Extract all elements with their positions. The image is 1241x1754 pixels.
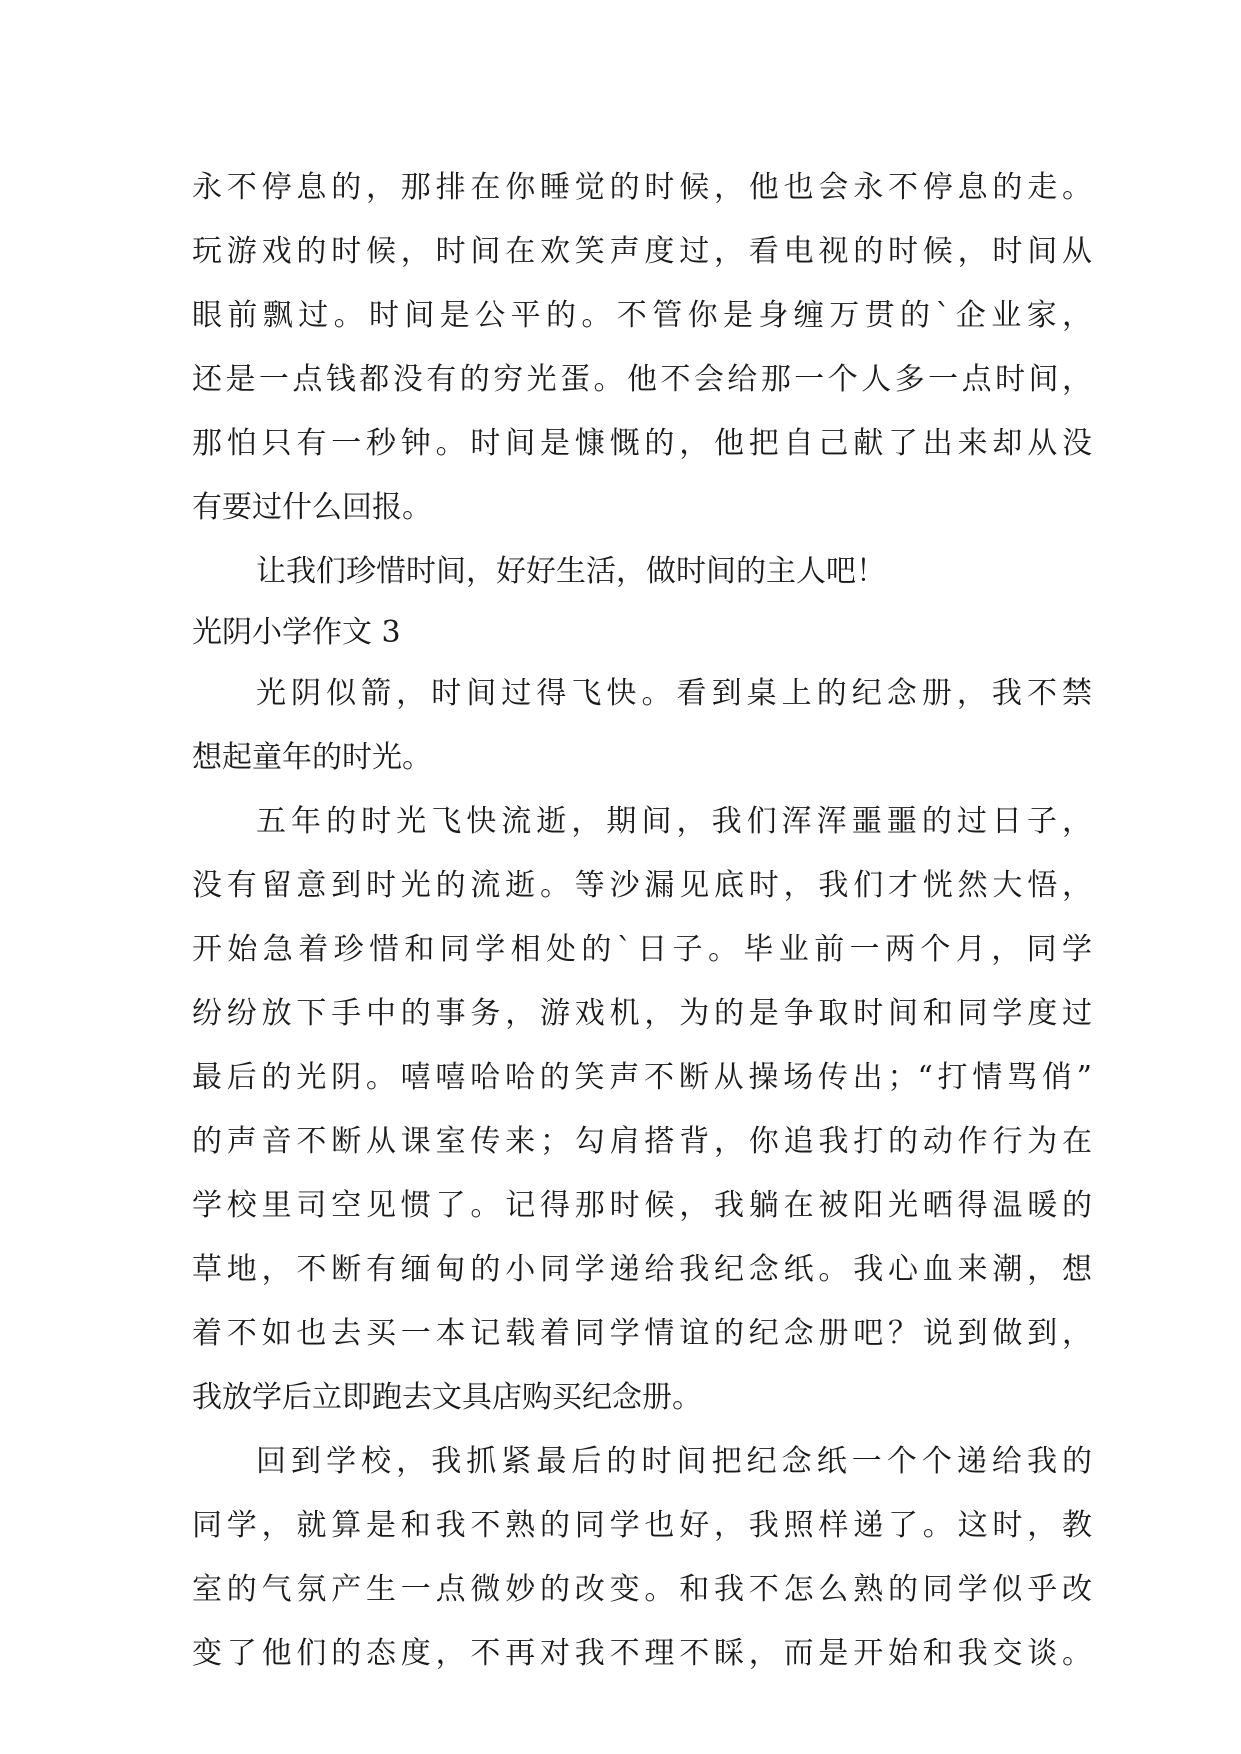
text-line: 学校里司空见惯了。记得那时候，我躺在被阳光晒得温暖的: [192, 1188, 1092, 1223]
text-line: 我放学后立即跑去文具店购买纪念册。: [192, 1380, 702, 1415]
text-line: 那怕只有一秒钟。时间是慷慨的，他把自己献了出来却从没: [192, 426, 1092, 461]
text-line: 还是一点钱都没有的穷光蛋。他不会给那一个人多一点时间，: [192, 362, 1092, 397]
text-line: 同学，就算是和我不熟的同学也好，我照样递了。这时，教: [192, 1508, 1092, 1543]
paragraph-start-line: 让我们珍惜时间，好好生活，做时间的主人吧！: [256, 554, 886, 589]
paragraph-start-line: 五年的时光飞快流逝，期间，我们浑浑噩噩的过日子，: [256, 804, 1092, 839]
text-line: 玩游戏的时候，时间在欢笑声度过，看电视的时候，时间从: [192, 234, 1092, 269]
section-heading: 光阴小学作文 3: [192, 615, 401, 650]
text-line: 永不停息的，那排在你睡觉的时候，他也会永不停息的走。: [192, 170, 1092, 205]
text-line: 草地，不断有缅甸的小同学递给我纪念纸。我心血来潮，想: [192, 1252, 1092, 1287]
text-line: 想起童年的时光。: [192, 740, 432, 775]
paragraph-start-line: 光阴似箭，时间过得飞快。看到桌上的纪念册，我不禁: [256, 676, 1092, 711]
text-line: 没有留意到时光的流逝。等沙漏见底时，我们才恍然大悟，: [192, 868, 1092, 903]
text-line: 有要过什么回报。: [192, 490, 432, 525]
text-line: 室的气氛产生一点微妙的改变。和我不怎么熟的同学似乎改: [192, 1572, 1092, 1607]
text-line: 纷纷放下手中的事务，游戏机，为的是争取时间和同学度过: [192, 996, 1092, 1031]
text-line: 眼前飘过。时间是公平的。不管你是身缠万贯的`企业家，: [192, 298, 1092, 333]
text-line: 变了他们的态度，不再对我不理不睬，而是开始和我交谈。: [192, 1636, 1092, 1671]
text-line: 着不如也去买一本记载着同学情谊的纪念册吧？说到做到，: [192, 1316, 1092, 1351]
text-line: 开始急着珍惜和同学相处的`日子。毕业前一两个月，同学: [192, 932, 1092, 967]
paragraph-start-line: 回到学校，我抓紧最后的时间把纪念纸一个个递给我的: [256, 1444, 1092, 1479]
text-line: 最后的光阴。嘻嘻哈哈的笑声不断从操场传出；“打情骂俏”: [192, 1060, 1092, 1095]
text-line: 的声音不断从课室传来；勾肩搭背，你追我打的动作行为在: [192, 1124, 1092, 1159]
